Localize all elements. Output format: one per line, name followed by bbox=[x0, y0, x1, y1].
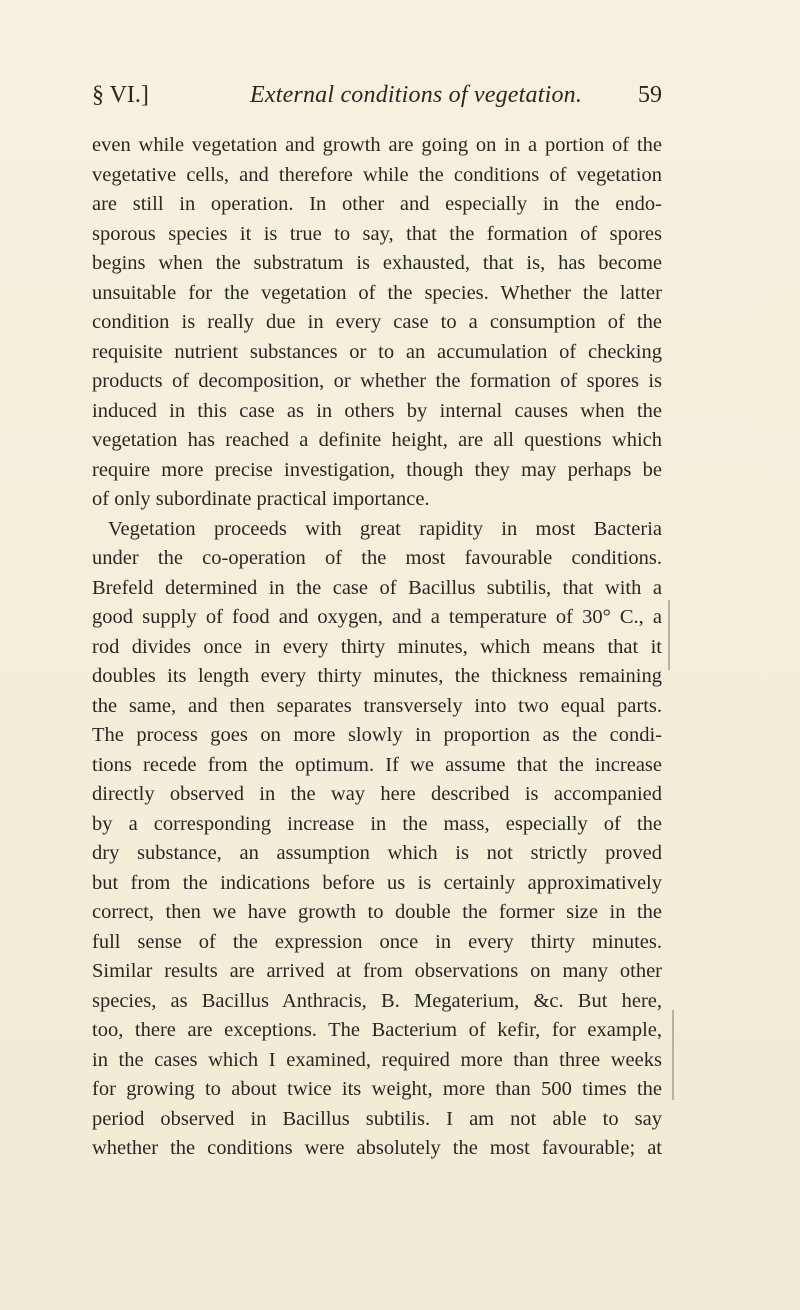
text-line: require more precise investigation, though they may perhaps be bbox=[92, 458, 662, 481]
margin-pencil-mark bbox=[668, 600, 670, 670]
text-line: correct, then we have growth to double the former size in the bbox=[92, 901, 662, 923]
text-line: even while vegetation and growth are going on in a portion of the bbox=[92, 134, 662, 156]
body-text bbox=[92, 131, 662, 1164]
text-line: in the cases which I examined, required more than three weeks bbox=[92, 1048, 662, 1071]
text-line: products of decomposition, or whether the formation of spores is bbox=[92, 370, 662, 392]
text-line: full sense of the expression once in every thirty minutes. bbox=[92, 930, 662, 953]
text-line: directly observed in the way here described is accompanied bbox=[92, 783, 662, 805]
text-line: doubles its length every thirty minutes, the thickness remaining bbox=[92, 665, 662, 687]
text-line: Similar results are arrived at from observations on many other bbox=[92, 960, 662, 982]
text-line: requisite nutrient substances or to an accumulation of checking bbox=[92, 340, 662, 363]
running-title: External conditions of vegetation. bbox=[250, 82, 583, 108]
text-line: vegetation has reached a definite height, are all questions which bbox=[92, 429, 662, 451]
text-line: by a corresponding increase in the mass, especially of the bbox=[92, 812, 662, 835]
text-line: condition is really due in every case to a consumption of the bbox=[92, 311, 662, 333]
text-line: dry substance, an assumption which is not strictly proved bbox=[92, 842, 662, 864]
text-line: unsuitable for the vegetation of the species. Whether the latter bbox=[92, 281, 662, 304]
text-line: vegetative cells, and therefore while the conditions of vegetation bbox=[92, 163, 662, 186]
text-line: The process goes on more slowly in proportion as the condi- bbox=[92, 724, 662, 746]
running-header bbox=[92, 78, 662, 118]
text-line: sporous species it is true to say, that the formation of spores bbox=[92, 222, 662, 245]
margin-pencil-mark bbox=[672, 1010, 674, 1100]
text-line: under the co-operation of the most favourable conditions. bbox=[92, 547, 662, 569]
text-line: good supply of food and oxygen, and a temperature of 30° C., a bbox=[92, 606, 662, 628]
text-line: too, there are exceptions. The Bacterium of kefir, for example, bbox=[92, 1019, 662, 1041]
text-line: are still in operation. In other and especially in the endo- bbox=[92, 193, 662, 215]
text-line-paragraph-start: Vegetation proceeds with great rapidity in most Bacteria bbox=[108, 517, 662, 540]
text-line: period observed in Bacillus subtilis. I am not able to say bbox=[92, 1107, 662, 1130]
text-line: Brefeld determined in the case of Bacillus subtilis, that with a bbox=[92, 576, 662, 599]
text-line: induced in this case as in others by internal causes when the bbox=[92, 399, 662, 422]
text-line: species, as Bacillus Anthracis, B. Megaterium, &c. But here, bbox=[92, 989, 662, 1012]
text-line: for growing to about twice its weight, more than 500 times the bbox=[92, 1078, 662, 1100]
text-line: but from the indications before us is certainly approximatively bbox=[92, 871, 662, 894]
text-line: of only subordinate practical importance. bbox=[92, 488, 430, 510]
page-number: 59 bbox=[638, 82, 662, 108]
text-line: begins when the substratum is exhausted, that is, has become bbox=[92, 252, 662, 274]
text-line: rod divides once in every thirty minutes, which means that it bbox=[92, 635, 662, 658]
text-line: tions recede from the optimum. If we assume that the increase bbox=[92, 753, 662, 776]
text-line: whether the conditions were absolutely the most favourable; at bbox=[92, 1137, 662, 1159]
text-line: the same, and then separates transversely into two equal parts. bbox=[92, 694, 662, 717]
section-marker: § VI.] bbox=[92, 82, 149, 108]
